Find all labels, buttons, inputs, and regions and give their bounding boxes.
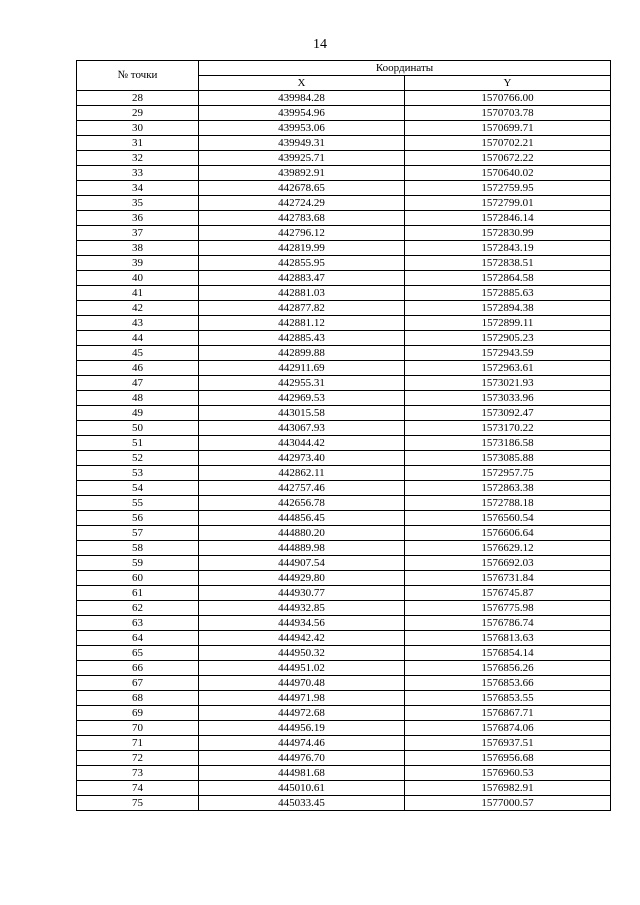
point-number-cell: 43 [77, 316, 199, 331]
y-coordinate-cell: 1570703.78 [405, 106, 611, 121]
y-coordinate-cell: 1576731.84 [405, 571, 611, 586]
x-coordinate-cell: 442881.12 [199, 316, 405, 331]
point-number-cell: 55 [77, 496, 199, 511]
point-number-cell: 53 [77, 466, 199, 481]
point-number-cell: 40 [77, 271, 199, 286]
y-coordinate-cell: 1573085.88 [405, 451, 611, 466]
x-coordinate-cell: 444971.98 [199, 691, 405, 706]
table-row [77, 106, 611, 121]
x-coordinate-cell: 442819.99 [199, 241, 405, 256]
y-coordinate-cell: 1576853.55 [405, 691, 611, 706]
y-coordinate-cell: 1576813.63 [405, 631, 611, 646]
table-row [77, 451, 611, 466]
table-row [77, 796, 611, 811]
x-coordinate-cell: 444942.42 [199, 631, 405, 646]
point-number-cell: 66 [77, 661, 199, 676]
y-coordinate-cell: 1576937.51 [405, 736, 611, 751]
point-number-cell: 31 [77, 136, 199, 151]
table-row [77, 736, 611, 751]
point-number-cell: 41 [77, 286, 199, 301]
x-coordinate-cell: 439925.71 [199, 151, 405, 166]
point-number-cell: 35 [77, 196, 199, 211]
x-coordinate-cell: 444930.77 [199, 586, 405, 601]
y-coordinate-cell: 1576856.26 [405, 661, 611, 676]
table-row [77, 391, 611, 406]
y-coordinate-cell: 1573170.22 [405, 421, 611, 436]
x-coordinate-cell: 445033.45 [199, 796, 405, 811]
x-coordinate-cell: 444950.32 [199, 646, 405, 661]
y-coordinate-cell: 1572963.61 [405, 361, 611, 376]
table-row [77, 571, 611, 586]
point-number-cell: 50 [77, 421, 199, 436]
x-coordinate-cell: 442885.43 [199, 331, 405, 346]
point-number-cell: 48 [77, 391, 199, 406]
table-row [77, 301, 611, 316]
table-row [77, 91, 611, 106]
point-number-cell: 29 [77, 106, 199, 121]
table-row [77, 181, 611, 196]
table-header [77, 61, 611, 91]
y-coordinate-cell: 1570640.02 [405, 166, 611, 181]
table-row [77, 316, 611, 331]
coordinates-table [76, 60, 611, 811]
point-number-cell: 39 [77, 256, 199, 271]
point-number-cell: 63 [77, 616, 199, 631]
table-row [77, 691, 611, 706]
header-x: X [199, 76, 405, 91]
y-coordinate-cell: 1572838.51 [405, 256, 611, 271]
y-coordinate-cell: 1576606.64 [405, 526, 611, 541]
y-coordinate-cell: 1576956.68 [405, 751, 611, 766]
x-coordinate-cell: 442656.78 [199, 496, 405, 511]
y-coordinate-cell: 1576853.66 [405, 676, 611, 691]
table-row [77, 721, 611, 736]
x-coordinate-cell: 444907.54 [199, 556, 405, 571]
x-coordinate-cell: 444970.48 [199, 676, 405, 691]
x-coordinate-cell: 442911.69 [199, 361, 405, 376]
y-coordinate-cell: 1573021.93 [405, 376, 611, 391]
point-number-cell: 32 [77, 151, 199, 166]
y-coordinate-cell: 1572846.14 [405, 211, 611, 226]
table-row [77, 661, 611, 676]
y-coordinate-cell: 1577000.57 [405, 796, 611, 811]
x-coordinate-cell: 442955.31 [199, 376, 405, 391]
x-coordinate-cell: 444856.45 [199, 511, 405, 526]
table-body [77, 91, 611, 811]
y-coordinate-cell: 1576745.87 [405, 586, 611, 601]
x-coordinate-cell: 439954.96 [199, 106, 405, 121]
x-coordinate-cell: 444934.56 [199, 616, 405, 631]
table-row [77, 631, 611, 646]
point-number-cell: 46 [77, 361, 199, 376]
point-number-cell: 61 [77, 586, 199, 601]
x-coordinate-cell: 444929.80 [199, 571, 405, 586]
y-coordinate-cell: 1576874.06 [405, 721, 611, 736]
table-row [77, 766, 611, 781]
point-number-cell: 60 [77, 571, 199, 586]
table-row [77, 196, 611, 211]
x-coordinate-cell: 444981.68 [199, 766, 405, 781]
table-row [77, 601, 611, 616]
point-number-cell: 64 [77, 631, 199, 646]
point-number-cell: 45 [77, 346, 199, 361]
point-number-cell: 67 [77, 676, 199, 691]
point-number-cell: 52 [77, 451, 199, 466]
x-coordinate-cell: 444932.85 [199, 601, 405, 616]
y-coordinate-cell: 1572894.38 [405, 301, 611, 316]
point-number-cell: 69 [77, 706, 199, 721]
point-number-cell: 56 [77, 511, 199, 526]
point-number-cell: 54 [77, 481, 199, 496]
y-coordinate-cell: 1572843.19 [405, 241, 611, 256]
table-row [77, 136, 611, 151]
y-coordinate-cell: 1576786.74 [405, 616, 611, 631]
point-number-cell: 59 [77, 556, 199, 571]
point-number-cell: 30 [77, 121, 199, 136]
page-number: 14 [313, 37, 327, 52]
table-row [77, 481, 611, 496]
point-number-cell: 62 [77, 601, 199, 616]
point-number-cell: 37 [77, 226, 199, 241]
x-coordinate-cell: 442678.65 [199, 181, 405, 196]
table-row [77, 466, 611, 481]
point-number-cell: 34 [77, 181, 199, 196]
table-row [77, 271, 611, 286]
x-coordinate-cell: 442862.11 [199, 466, 405, 481]
header-y: Y [405, 76, 611, 91]
y-coordinate-cell: 1572788.18 [405, 496, 611, 511]
point-number-cell: 72 [77, 751, 199, 766]
y-coordinate-cell: 1576982.91 [405, 781, 611, 796]
table-row [77, 346, 611, 361]
table-row [77, 151, 611, 166]
table-row [77, 586, 611, 601]
point-number-cell: 28 [77, 91, 199, 106]
point-number-cell: 57 [77, 526, 199, 541]
table-row [77, 226, 611, 241]
point-number-cell: 58 [77, 541, 199, 556]
x-coordinate-cell: 442757.46 [199, 481, 405, 496]
x-coordinate-cell: 442796.12 [199, 226, 405, 241]
x-coordinate-cell: 444889.98 [199, 541, 405, 556]
point-number-cell: 36 [77, 211, 199, 226]
y-coordinate-cell: 1572899.11 [405, 316, 611, 331]
header-coordinates: Координаты [199, 61, 611, 76]
table-row [77, 286, 611, 301]
table-row [77, 496, 611, 511]
x-coordinate-cell: 439953.06 [199, 121, 405, 136]
table-row [77, 526, 611, 541]
x-coordinate-cell: 442877.82 [199, 301, 405, 316]
x-coordinate-cell: 444951.02 [199, 661, 405, 676]
point-number-cell: 47 [77, 376, 199, 391]
table-row [77, 121, 611, 136]
x-coordinate-cell: 442899.88 [199, 346, 405, 361]
x-coordinate-cell: 442883.47 [199, 271, 405, 286]
point-number-cell: 70 [77, 721, 199, 736]
y-coordinate-cell: 1570699.71 [405, 121, 611, 136]
y-coordinate-cell: 1570766.00 [405, 91, 611, 106]
table-row [77, 361, 611, 376]
x-coordinate-cell: 444976.70 [199, 751, 405, 766]
x-coordinate-cell: 442724.29 [199, 196, 405, 211]
table-row [77, 256, 611, 271]
y-coordinate-cell: 1576692.03 [405, 556, 611, 571]
point-number-cell: 33 [77, 166, 199, 181]
table-row [77, 421, 611, 436]
table-row [77, 241, 611, 256]
point-number-cell: 74 [77, 781, 199, 796]
y-coordinate-cell: 1572799.01 [405, 196, 611, 211]
table-row [77, 436, 611, 451]
table-row [77, 646, 611, 661]
point-number-cell: 65 [77, 646, 199, 661]
x-coordinate-cell: 443044.42 [199, 436, 405, 451]
x-coordinate-cell: 439949.31 [199, 136, 405, 151]
table-row [77, 676, 611, 691]
y-coordinate-cell: 1570702.21 [405, 136, 611, 151]
y-coordinate-cell: 1576629.12 [405, 541, 611, 556]
header-point-number: № точки [77, 61, 199, 91]
y-coordinate-cell: 1572759.95 [405, 181, 611, 196]
x-coordinate-cell: 444956.19 [199, 721, 405, 736]
table-row [77, 376, 611, 391]
x-coordinate-cell: 442969.53 [199, 391, 405, 406]
y-coordinate-cell: 1572830.99 [405, 226, 611, 241]
y-coordinate-cell: 1572957.75 [405, 466, 611, 481]
x-coordinate-cell: 442881.03 [199, 286, 405, 301]
table-row [77, 331, 611, 346]
y-coordinate-cell: 1576867.71 [405, 706, 611, 721]
table-row [77, 706, 611, 721]
point-number-cell: 38 [77, 241, 199, 256]
x-coordinate-cell: 445010.61 [199, 781, 405, 796]
point-number-cell: 49 [77, 406, 199, 421]
table-row [77, 541, 611, 556]
x-coordinate-cell: 442783.68 [199, 211, 405, 226]
x-coordinate-cell: 442973.40 [199, 451, 405, 466]
y-coordinate-cell: 1572863.38 [405, 481, 611, 496]
header-row-top [77, 61, 611, 76]
table-row [77, 781, 611, 796]
x-coordinate-cell: 444880.20 [199, 526, 405, 541]
point-number-cell: 51 [77, 436, 199, 451]
table-row [77, 211, 611, 226]
y-coordinate-cell: 1576775.98 [405, 601, 611, 616]
table-row [77, 556, 611, 571]
point-number-cell: 73 [77, 766, 199, 781]
table-row [77, 751, 611, 766]
x-coordinate-cell: 439984.28 [199, 91, 405, 106]
y-coordinate-cell: 1572943.59 [405, 346, 611, 361]
y-coordinate-cell: 1576960.53 [405, 766, 611, 781]
x-coordinate-cell: 444974.46 [199, 736, 405, 751]
point-number-cell: 42 [77, 301, 199, 316]
y-coordinate-cell: 1573092.47 [405, 406, 611, 421]
point-number-cell: 75 [77, 796, 199, 811]
x-coordinate-cell: 443015.58 [199, 406, 405, 421]
y-coordinate-cell: 1572864.58 [405, 271, 611, 286]
table-row [77, 166, 611, 181]
table-row [77, 511, 611, 526]
y-coordinate-cell: 1572905.23 [405, 331, 611, 346]
y-coordinate-cell: 1573186.58 [405, 436, 611, 451]
x-coordinate-cell: 444972.68 [199, 706, 405, 721]
y-coordinate-cell: 1573033.96 [405, 391, 611, 406]
y-coordinate-cell: 1576560.54 [405, 511, 611, 526]
y-coordinate-cell: 1570672.22 [405, 151, 611, 166]
table-row [77, 616, 611, 631]
point-number-cell: 68 [77, 691, 199, 706]
x-coordinate-cell: 439892.91 [199, 166, 405, 181]
table-row [77, 406, 611, 421]
point-number-cell: 44 [77, 331, 199, 346]
point-number-cell: 71 [77, 736, 199, 751]
y-coordinate-cell: 1576854.14 [405, 646, 611, 661]
x-coordinate-cell: 443067.93 [199, 421, 405, 436]
x-coordinate-cell: 442855.95 [199, 256, 405, 271]
y-coordinate-cell: 1572885.63 [405, 286, 611, 301]
